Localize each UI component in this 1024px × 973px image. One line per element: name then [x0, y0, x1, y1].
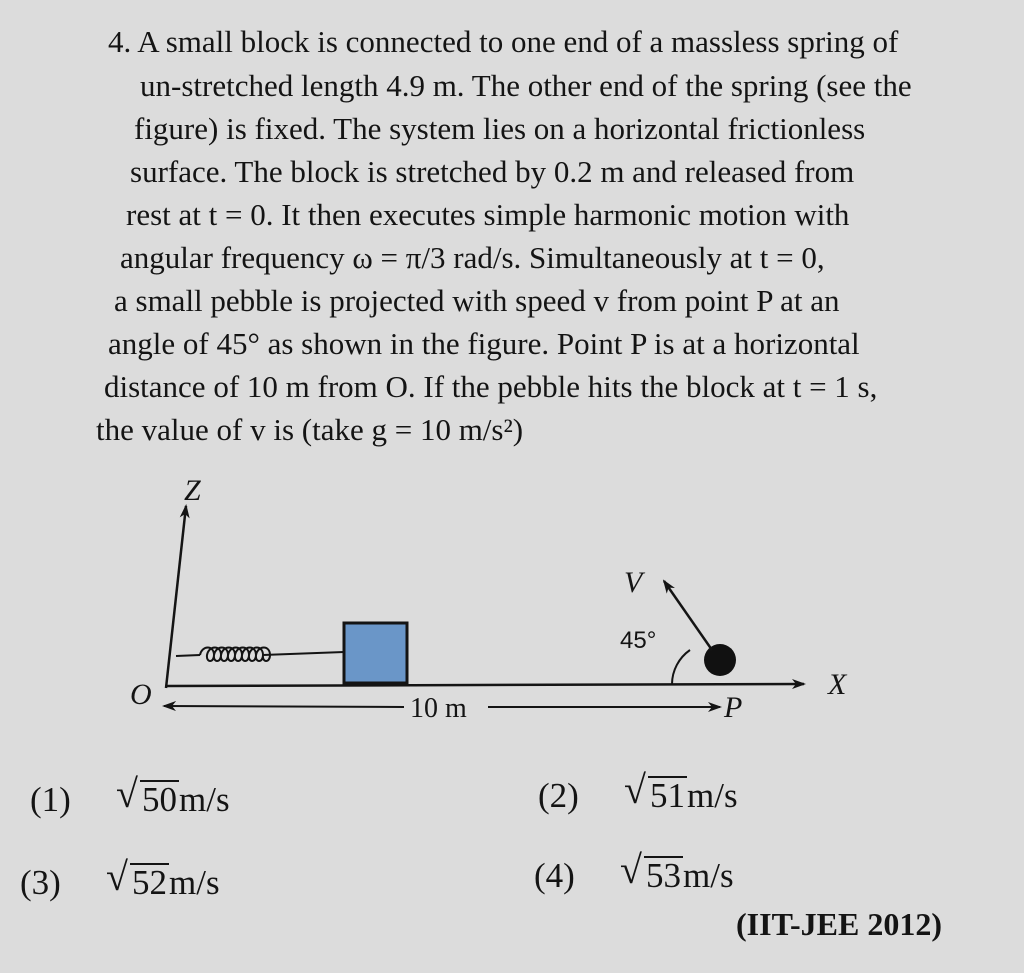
block	[344, 623, 407, 683]
point-p-label: P	[724, 691, 743, 724]
option-4-number: (4)	[534, 856, 575, 895]
option-2-value: 51	[650, 776, 685, 815]
question-line-3-text: figure) is fixed. The system lies on a horizontal frictionless	[134, 111, 866, 146]
angle-arc	[672, 650, 690, 684]
question-line-2-text: un-stretched length 4.9 m. The other end of the spring (see the	[140, 68, 912, 103]
option-4-value: 53	[646, 856, 681, 895]
question-line-8-text: angle of 45° as shown in the figure. Point P is at a horizontal	[108, 326, 860, 361]
x-axis-label: X	[828, 668, 847, 701]
sqrt-symbol: √ 52	[106, 854, 167, 902]
velocity-vector	[664, 581, 712, 650]
option-1[interactable]	[30, 771, 230, 820]
question-line-7-text: a small pebble is projected with speed v from point P at an	[114, 283, 840, 318]
option-3-unit: m/s	[169, 863, 220, 902]
option-1-number: (1)	[30, 780, 71, 819]
exam-source: (IIT-JEE 2012)	[736, 906, 942, 942]
sqrt-symbol: √ 53	[620, 847, 681, 895]
option-4-unit: m/s	[683, 856, 734, 895]
option-4[interactable]	[534, 847, 734, 896]
option-3-number: (3)	[20, 863, 61, 902]
option-1-unit: m/s	[179, 780, 230, 819]
question-line-1-text: 4. A small block is connected to one end of a massless spring of	[108, 24, 899, 59]
question-line-9-text: distance of 10 m from O. If the pebble hits the block at t = 1 s,	[104, 369, 878, 404]
x-axis	[166, 684, 804, 686]
option-2[interactable]	[538, 767, 738, 816]
option-1-value: 50	[142, 780, 177, 819]
spring	[176, 648, 344, 662]
sqrt-symbol: √ 50	[116, 771, 177, 819]
option-3-value: 52	[132, 863, 167, 902]
distance-arrow-left	[164, 706, 404, 707]
option-3[interactable]	[20, 854, 220, 903]
angle-label: 45°	[620, 627, 657, 654]
question-line-6-text: angular frequency ω = π/3 rad/s. Simultaneously at t = 0,	[120, 240, 825, 275]
sqrt-symbol: √ 51	[624, 767, 685, 815]
option-2-number: (2)	[538, 776, 579, 815]
distance-label: 10 m	[410, 693, 467, 724]
pebble	[704, 644, 736, 676]
question-line-4-text: surface. The block is stretched by 0.2 m and released from	[130, 154, 855, 189]
velocity-label: V	[624, 566, 643, 599]
question-line-5-text: rest at t = 0. It then executes simple harmonic motion with	[126, 197, 850, 232]
z-axis-label: Z	[184, 474, 201, 507]
origin-label: O	[130, 678, 152, 711]
z-axis	[166, 506, 186, 688]
option-2-unit: m/s	[687, 776, 738, 815]
question-line-10-text: the value of v is (take g = 10 m/s²)	[96, 412, 524, 447]
